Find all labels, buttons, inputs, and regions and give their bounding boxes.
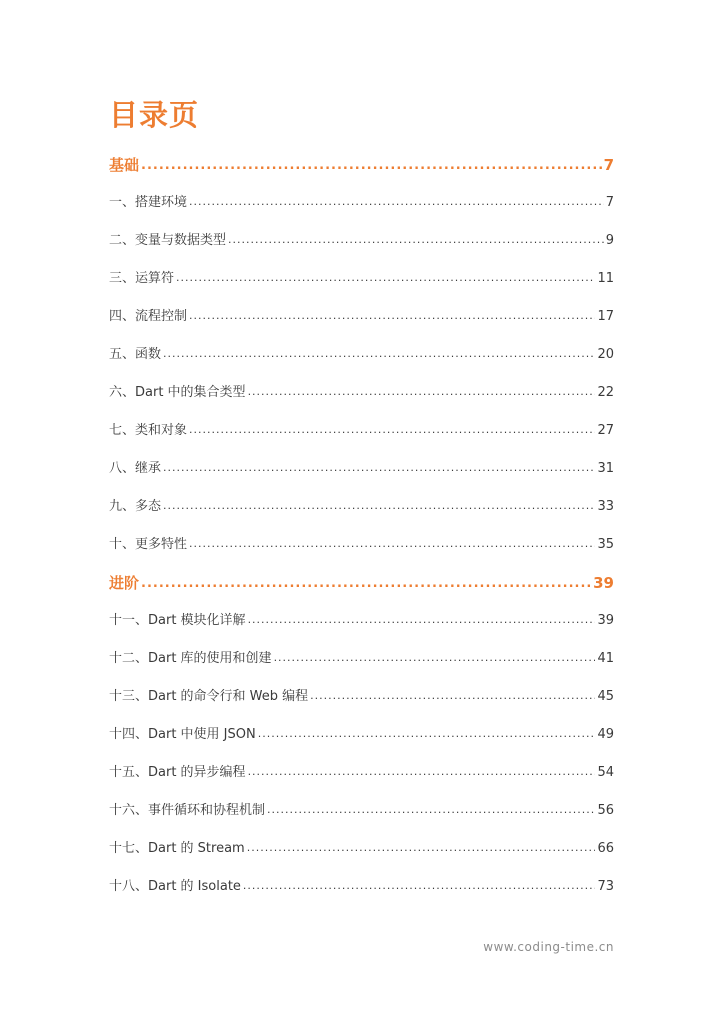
toc-entry[interactable]: [109, 345, 614, 365]
toc-page-number: 54: [597, 765, 614, 780]
toc-leader-dots: [163, 344, 595, 364]
toc-entry[interactable]: [109, 649, 614, 669]
toc-entry[interactable]: [109, 763, 614, 783]
toc-page-number: 33: [597, 499, 614, 514]
toc-entry-label: 十四、Dart 中使用 JSON: [109, 727, 256, 742]
toc-page-number: 39: [593, 574, 614, 592]
toc-entry-label: 八、继承: [109, 461, 162, 476]
toc-leader-dots: [189, 306, 595, 326]
toc-leader-dots: [267, 800, 595, 820]
toc-entry[interactable]: [109, 611, 614, 631]
toc-entry-label: 十二、Dart 库的使用和创建: [109, 651, 272, 666]
toc-section-basics[interactable]: [109, 155, 614, 177]
toc-entry-label: 十一、Dart 模块化详解: [109, 613, 246, 628]
page-title: 目录页: [109, 98, 200, 132]
toc-entry-label: 十、更多特性: [109, 537, 188, 552]
toc-entry-label: 六、Dart 中的集合类型: [109, 385, 246, 400]
toc-entry-label: 二、变量与数据类型: [109, 233, 227, 248]
toc-page-number: 27: [597, 423, 614, 438]
toc-page-number: 9: [605, 233, 614, 248]
toc-entry-label: 三、运算符: [109, 271, 175, 286]
toc-leader-dots: [189, 192, 604, 212]
toc-leader-dots: [310, 686, 595, 706]
toc-page-number: 73: [597, 879, 614, 894]
toc-entry[interactable]: [109, 459, 614, 479]
toc-entry[interactable]: [109, 383, 614, 403]
toc-entry[interactable]: [109, 687, 614, 707]
toc-entry[interactable]: [109, 307, 614, 327]
toc-leader-dots: [163, 458, 595, 478]
toc-page-number: 66: [597, 841, 614, 856]
toc-entry-label: 十七、Dart 的 Stream: [109, 841, 245, 856]
toc-section-label: 进阶: [109, 574, 140, 592]
toc-page-number: 31: [597, 461, 614, 476]
toc-entry-label: 十三、Dart 的命令行和 Web 编程: [109, 689, 309, 704]
footer-url[interactable]: www.coding-time.cn: [483, 940, 614, 954]
toc-leader-dots: [243, 876, 596, 896]
toc-leader-dots: [248, 382, 596, 402]
toc-entry[interactable]: [109, 497, 614, 517]
toc-page-number: 56: [597, 803, 614, 818]
toc-leader-dots: [176, 268, 595, 288]
toc-entry[interactable]: [109, 877, 614, 897]
toc-entry-label: 十八、Dart 的 Isolate: [109, 879, 241, 894]
toc-page-number: 22: [597, 385, 614, 400]
toc-section-label: 基础: [109, 156, 140, 174]
toc-page-number: 17: [597, 309, 614, 324]
toc-entry[interactable]: [109, 269, 614, 289]
toc-entry[interactable]: [109, 193, 614, 213]
toc-leader-dots: [248, 762, 596, 782]
toc-page-number: 20: [597, 347, 614, 362]
toc-entry[interactable]: [109, 535, 614, 555]
toc-entry[interactable]: [109, 725, 614, 745]
toc-entry-label: 七、类和对象: [109, 423, 188, 438]
toc-leader-dots: [189, 420, 595, 440]
toc-leader-dots: [258, 724, 596, 744]
toc-page-number: 39: [597, 613, 614, 628]
toc-entry-label: 一、搭建环境: [109, 195, 188, 210]
toc-page-number: 49: [597, 727, 614, 742]
toc-leader-dots: [141, 574, 591, 594]
toc-entry-label: 四、流程控制: [109, 309, 188, 324]
toc-page-number: 41: [597, 651, 614, 666]
toc-entry[interactable]: [109, 421, 614, 441]
toc-leader-dots: [189, 534, 595, 554]
toc-entry-label: 十六、事件循环和协程机制: [109, 803, 266, 818]
toc-page-number: 7: [605, 195, 614, 210]
toc-entry-label: 九、多态: [109, 499, 162, 514]
toc-leader-dots: [247, 838, 596, 858]
toc-leader-dots: [163, 496, 595, 516]
toc-entry[interactable]: [109, 231, 614, 251]
toc-entry[interactable]: [109, 801, 614, 821]
toc-entry-label: 五、函数: [109, 347, 162, 362]
toc-leader-dots: [141, 156, 602, 176]
toc-page-number: 7: [603, 156, 614, 174]
toc-page-number: 45: [597, 689, 614, 704]
toc-section-advanced[interactable]: [109, 573, 614, 595]
toc-entry[interactable]: [109, 839, 614, 859]
toc-page-number: 35: [597, 537, 614, 552]
toc-leader-dots: [228, 230, 604, 250]
toc-entry-label: 十五、Dart 的异步编程: [109, 765, 246, 780]
toc-leader-dots: [274, 648, 596, 668]
toc-page-number: 11: [597, 271, 614, 286]
toc-leader-dots: [248, 610, 596, 630]
